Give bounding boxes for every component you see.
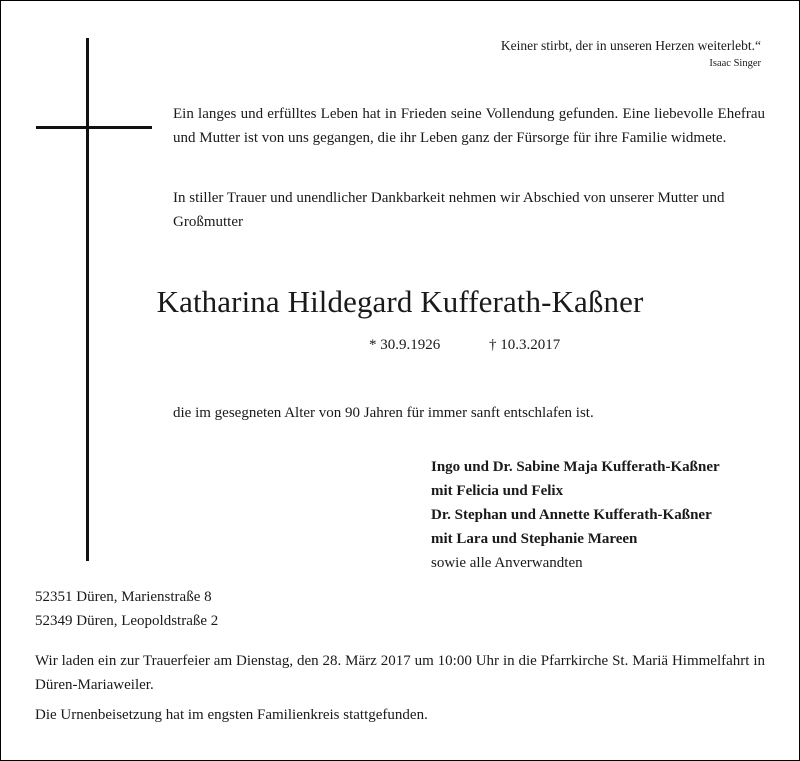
passing-statement: die im gesegneten Alter von 90 Jahren für immer sanft entschlafen ist. — [173, 405, 594, 421]
farewell-paragraph: In stiller Trauer und unendlicher Dankbarkeit nehmen wir Abschied von unserer Mutter und Großmutter — [173, 190, 725, 230]
address-line: 52349 Düren, Leopoldstraße 2 — [35, 613, 219, 629]
death-date: † 10.3.2017 — [489, 337, 561, 353]
address-line: 52351 Düren, Marienstraße 8 — [35, 589, 212, 605]
quote-text: Keiner stirbt, der in unseren Herzen weiterlebt.“ — [500, 38, 761, 53]
quote-block — [501, 37, 761, 72]
deceased-name: Katharina Hildegard Kufferath-Kaßner — [156, 284, 644, 319]
family-line: sowie alle Anverwandten — [431, 555, 583, 571]
family-line: mit Felicia und Felix — [431, 483, 564, 499]
intro-paragraph: Ein langes und erfülltes Leben hat in Frieden seine Vollendung gefunden. Eine liebevolle Ehefrau und Mutter ist von uns gegangen, die ihr Leben ganz der Fürsorge für ihre Familie widmete. — [173, 106, 765, 146]
quote-author: Isaac Singer — [709, 58, 761, 69]
address-block — [35, 585, 218, 633]
family-signatures — [431, 455, 720, 575]
family-line: mit Lara und Stephanie Mareen — [431, 531, 638, 547]
birth-date: * 30.9.1926 — [369, 337, 441, 353]
cross-horizontal-bar — [36, 126, 152, 129]
family-line: Dr. Stephan und Annette Kufferath-Kaßner — [431, 507, 712, 523]
family-line: Ingo und Dr. Sabine Maja Kufferath-Kaßner — [431, 459, 720, 475]
burial-note: Die Urnenbeisetzung hat im engsten Familienkreis stattgefunden. — [35, 707, 428, 723]
funeral-invitation: Wir laden ein zur Trauerfeier am Dienstag, den 28. März 2017 um 10:00 Uhr in die Pfarrkirche St. Mariä Himmelfahrt in Düren-Mariaweiler. — [35, 653, 765, 693]
